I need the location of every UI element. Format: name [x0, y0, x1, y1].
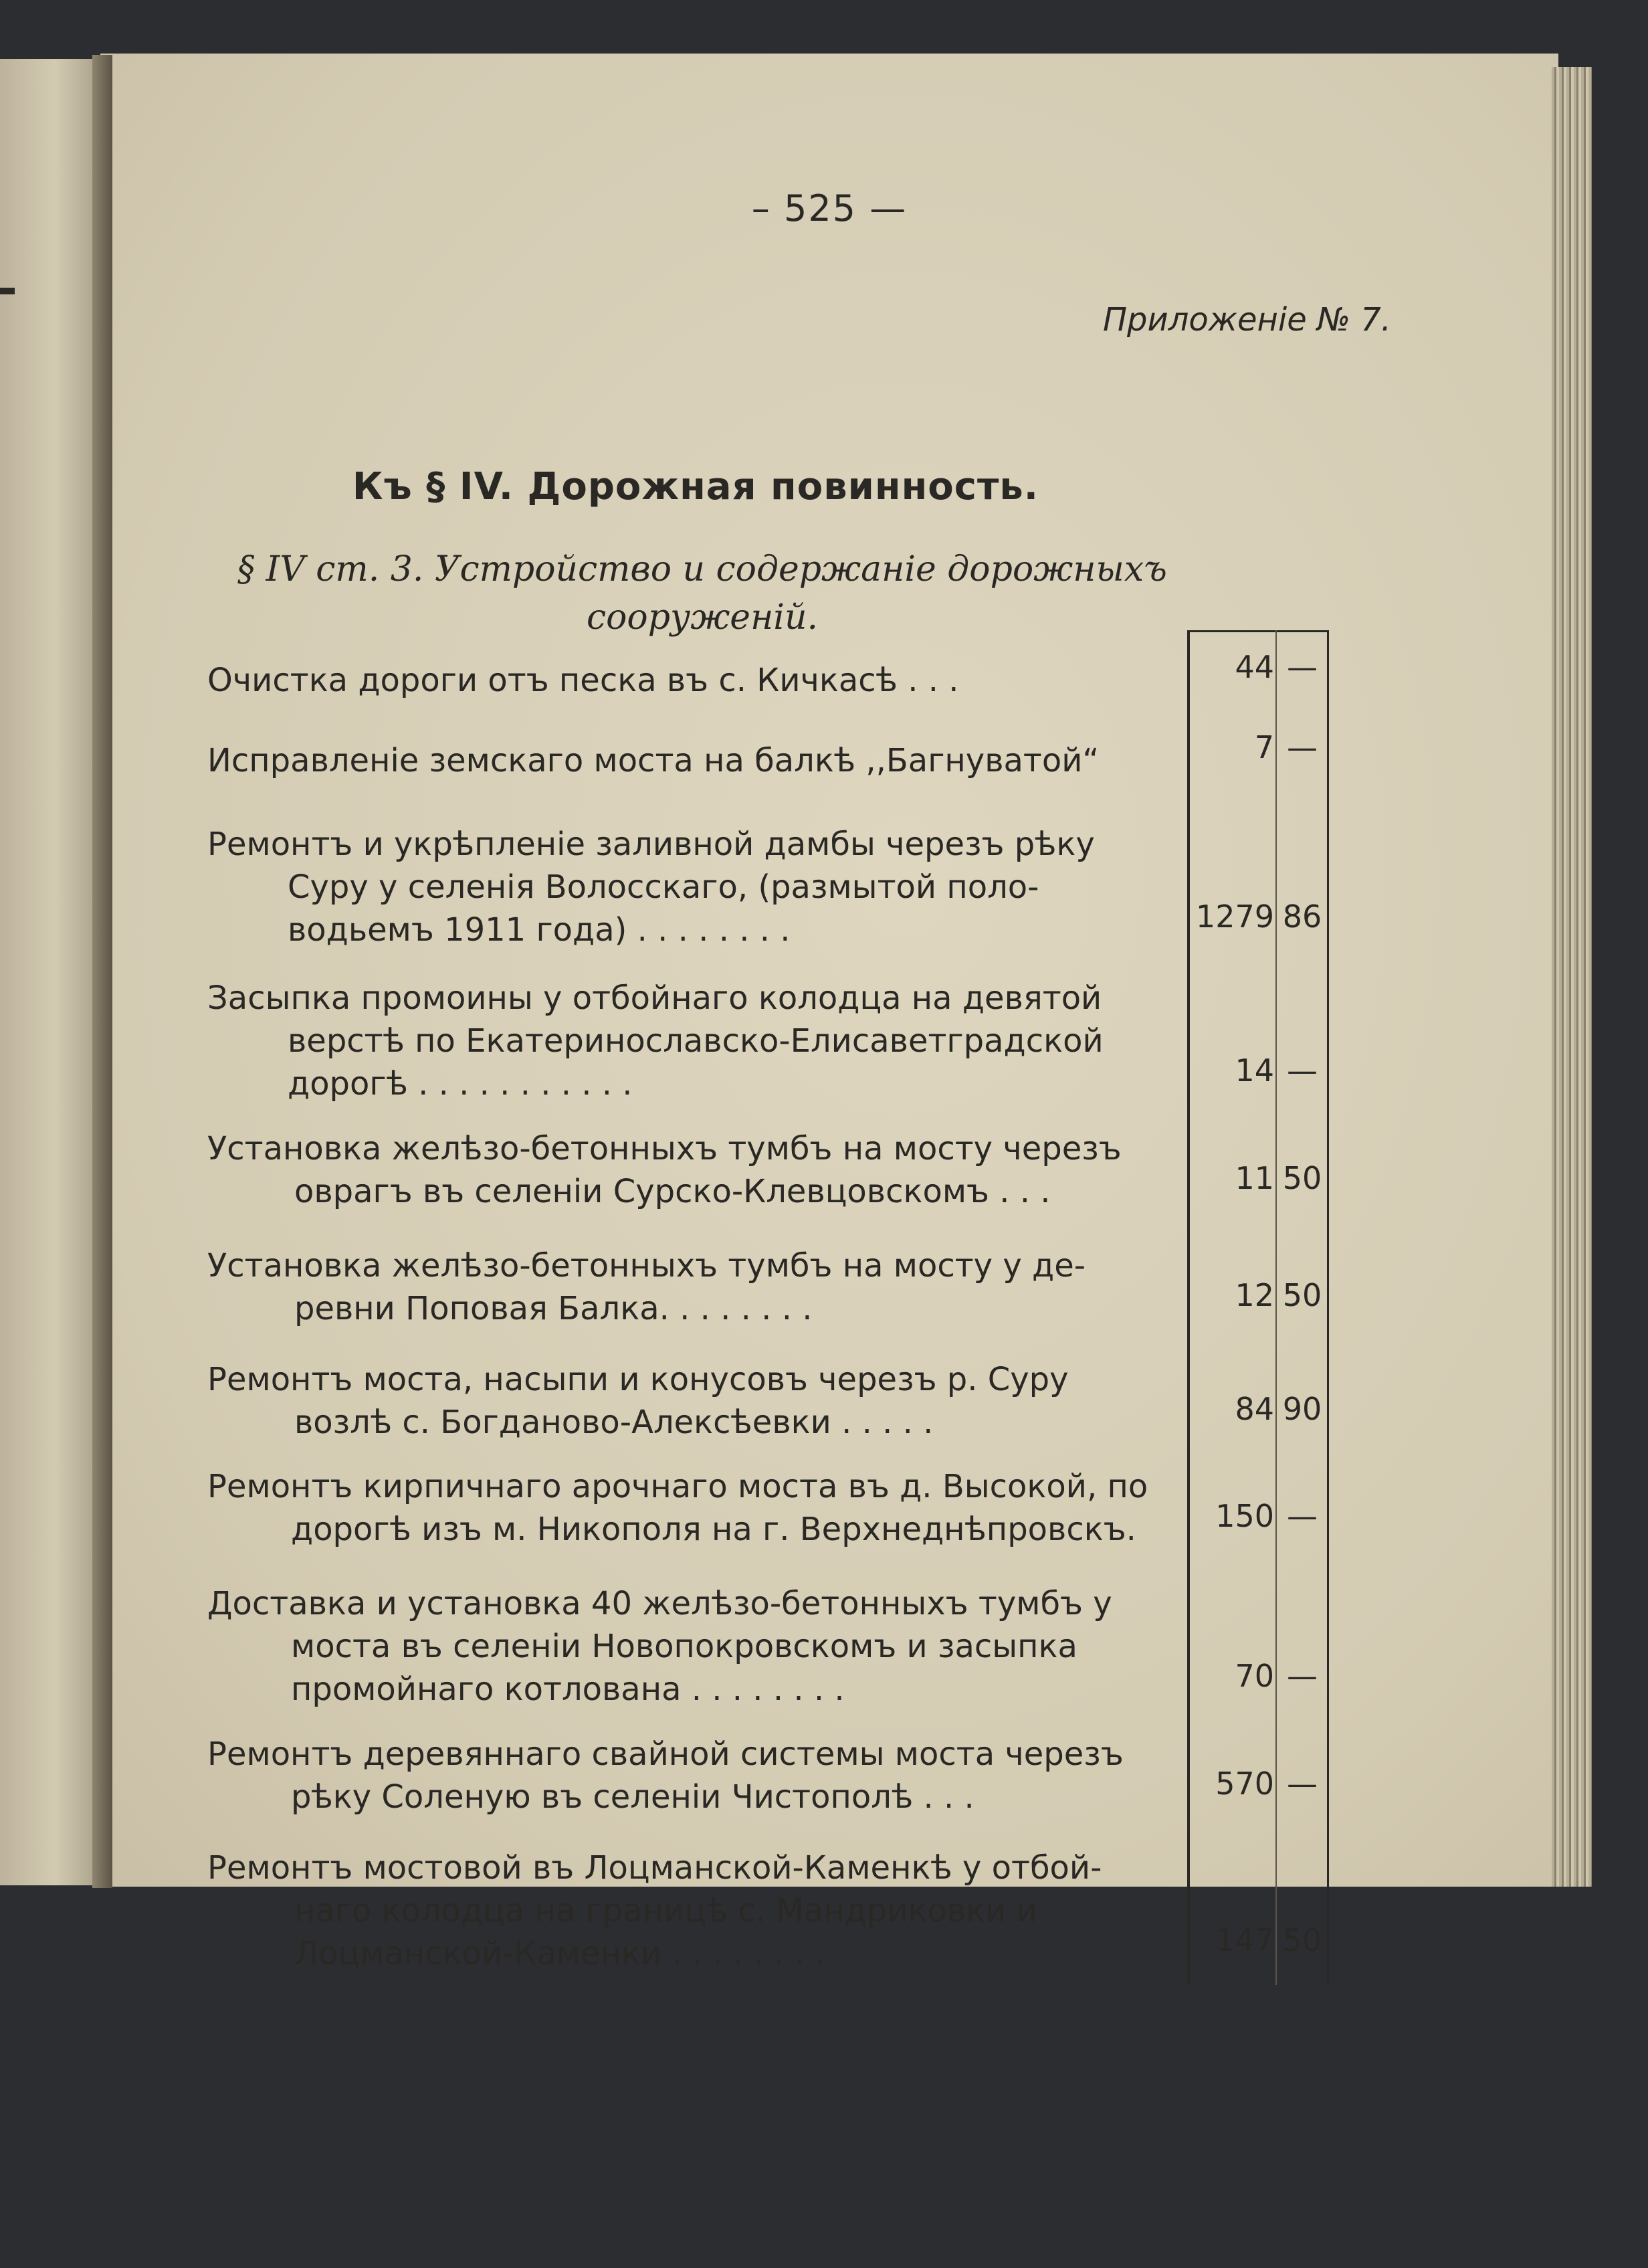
expense-description-line: рѣку Соленую въ селеніи Чистополѣ . . .	[291, 1778, 974, 1816]
expense-description-line: Ремонтъ мостовой въ Лоцманской-Каменкѣ у отбой-	[207, 1849, 1102, 1887]
amount-kopecks: —	[1287, 1766, 1318, 1802]
amount-kopecks: —	[1287, 1658, 1318, 1694]
amount-rubles: 570	[1215, 1766, 1274, 1802]
expense-description-line: Ремонтъ деревяннаго свайной системы моста черезъ	[207, 1735, 1124, 1773]
amount-kopecks: —	[1287, 729, 1318, 765]
expense-row	[207, 1847, 1191, 1975]
expense-description-line: Ремонтъ моста, насыпи и конусовъ черезъ р. Суру	[207, 1361, 1069, 1398]
amount-rubles: 14	[1235, 1052, 1274, 1089]
amount-kopecks: —	[1287, 649, 1318, 685]
expense-description-line: наго колодца на границѣ с. Мандриковки и	[294, 1892, 1037, 1929]
left-page-mark	[0, 288, 15, 294]
expense-description-line: дорогѣ . . . . . . . . . . .	[288, 1065, 633, 1103]
expense-description-line: возлѣ с. Богданово-Алексѣевки . . . . .	[294, 1404, 934, 1441]
appendix-label: Приложеніе № 7.	[1102, 301, 1391, 339]
expense-description-line: Засыпка промоины у отбойнаго колодца на девятой	[207, 979, 1102, 1017]
amount-rubles: 7	[1254, 729, 1274, 765]
amount-kopecks: 86	[1282, 899, 1322, 935]
expense-row	[207, 823, 1191, 951]
expense-description-line: Ремонтъ кирпичнаго арочнаго моста въ д. Высокой, по	[207, 1468, 1148, 1505]
amount-rubles: 147	[1215, 1922, 1274, 1958]
expense-description-line: Доставка и установка 40 желѣзо-бетонныхъ тумбъ у	[207, 1585, 1112, 1622]
amount-rubles: 84	[1235, 1391, 1274, 1427]
amount-kopecks: 50	[1282, 1277, 1322, 1313]
expense-description-line: промойнаго котлована . . . . . . . .	[291, 1671, 845, 1708]
expense-row	[207, 1733, 1191, 1818]
amount-rubles: 150	[1215, 1498, 1274, 1534]
expense-description-line: водьемъ 1911 года) . . . . . . . .	[288, 911, 791, 949]
expense-row	[207, 1244, 1191, 1330]
expense-description-line: Установка желѣзо-бетонныхъ тумбъ на мосту у де-	[207, 1247, 1086, 1285]
amount-rubles: 1279	[1195, 899, 1274, 935]
kopecks-column-rule	[1275, 630, 1277, 1985]
page-stack-edge	[1552, 67, 1592, 1887]
amount-kopecks: —	[1287, 1498, 1318, 1534]
table-top-rule	[1187, 630, 1328, 632]
amount-kopecks: 90	[1282, 1391, 1322, 1427]
page-number: – 525 —	[751, 187, 908, 229]
book-gutter	[92, 55, 112, 1888]
amount-kopecks: 50	[1282, 1160, 1322, 1196]
section-heading: Къ § IV. Дорожная повинность.	[352, 465, 1039, 508]
expense-description-line: моста въ селеніи Новопокровскомъ и засыпка	[291, 1628, 1077, 1665]
amount-kopecks: 50	[1282, 1922, 1322, 1958]
expense-description-line: оврагъ въ селеніи Сурско-Клевцовскомъ . . .	[294, 1173, 1051, 1210]
expense-row	[207, 659, 1191, 702]
expense-row	[207, 1582, 1191, 1711]
expense-row	[207, 1127, 1191, 1213]
amount-rubles: 11	[1235, 1160, 1274, 1196]
expense-row	[207, 1465, 1191, 1551]
expense-description-line: Лоцманской-Каменки . . . . . . . .	[294, 1935, 825, 1972]
expense-row	[207, 739, 1191, 782]
expense-description-line: верстѣ по Екатеринославско-Елисаветградской	[288, 1022, 1104, 1060]
expense-row	[207, 977, 1191, 1105]
amount-rubles: 12	[1235, 1277, 1274, 1313]
expense-description-line: Исправленіе земскаго моста на балкѣ ,,Багнуватой“	[207, 742, 1100, 779]
expense-row	[207, 1358, 1191, 1444]
table-right-rule	[1327, 630, 1329, 1985]
book-page	[100, 54, 1558, 1972]
expense-description-line: Установка желѣзо-бетонныхъ тумбъ на мосту черезъ	[207, 1130, 1122, 1167]
expense-description-line: Очистка дороги отъ песка въ с. Кичкасѣ . . .	[207, 662, 959, 699]
expense-description-line: Ремонтъ и укрѣпленіе заливной дамбы черезъ рѣку	[207, 826, 1095, 863]
amount-rubles: 44	[1235, 649, 1274, 685]
section-subheading: § IV ст. 3. Устройство и содержаніе дорожныхъ сооруженій.	[237, 549, 1167, 638]
amount-rubles: 70	[1235, 1658, 1274, 1694]
expense-description-line: дорогѣ изъ м. Никополя на г. Верхнеднѣпровскъ.	[291, 1511, 1136, 1548]
amount-kopecks: —	[1287, 1052, 1318, 1089]
expense-description-line: ревни Поповая Балка. . . . . . . .	[294, 1290, 813, 1327]
expense-description-line: Суру у селенія Волосскаго, (размытой поло-	[288, 868, 1039, 906]
left-page-edge	[0, 59, 100, 1885]
